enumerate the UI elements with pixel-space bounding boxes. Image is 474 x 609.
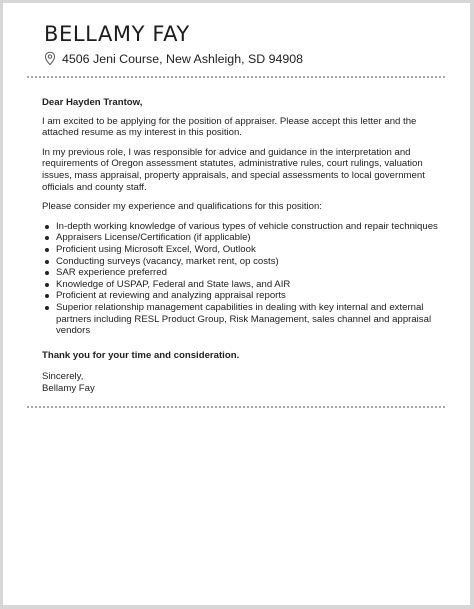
closing: Sincerely, — [42, 371, 84, 383]
list-item: Superior relationship management capabilities in dealing with key internal and external partners including RESL Product Group, Risk Management, sales channel and appraisal vendors — [42, 302, 444, 337]
qualifications-list — [42, 221, 444, 337]
list-item: In-depth working knowledge of various types of vehicle construction and repair techniques — [42, 221, 444, 233]
signature-name: Bellamy Fay — [42, 382, 95, 394]
experience-paragraph: In my previous role, I was responsible for advice and guidance in the interpretation and requirements of Oregon assessment statutes, administrative rules, court rulings, valuation issues, mass appraisal, property appraisals, and special assessments to local government officials and county staff. — [42, 146, 425, 193]
intro-paragraph: I am excited to be applying for the position of appraiser. Please accept this letter and the attached resume as my interest in this position. — [42, 115, 417, 139]
letter-body — [42, 97, 444, 394]
thanks-line: Thank you for your time and consideration. — [42, 349, 240, 361]
list-item: Knowledge of USPAP, Federal and State laws, and AIR — [42, 279, 444, 291]
address-text: 4506 Jeni Course, New Ashleigh, SD 94908 — [62, 51, 304, 66]
salutation: Dear Hayden Trantow, — [42, 97, 143, 108]
location-pin-icon — [44, 51, 56, 66]
list-item: Conducting surveys (vacancy, market rent, op costs) — [42, 256, 444, 268]
address-row — [44, 51, 444, 66]
list-item: Proficient at reviewing and analyzing appraisal reports — [42, 290, 444, 302]
letter-header — [44, 21, 444, 66]
applicant-name: BELLAMY FAY — [44, 22, 190, 46]
list-item: Appraisers License/Certification (if applicable) — [42, 232, 444, 244]
bottom-divider — [27, 406, 445, 408]
letter-page — [3, 3, 470, 605]
qualifications-intro: Please consider my experience and qualifications for this position: — [42, 201, 322, 213]
top-divider — [27, 76, 445, 78]
list-item: SAR experience preferred — [42, 267, 444, 279]
list-item: Proficient using Microsoft Excel, Word, Outlook — [42, 244, 444, 256]
